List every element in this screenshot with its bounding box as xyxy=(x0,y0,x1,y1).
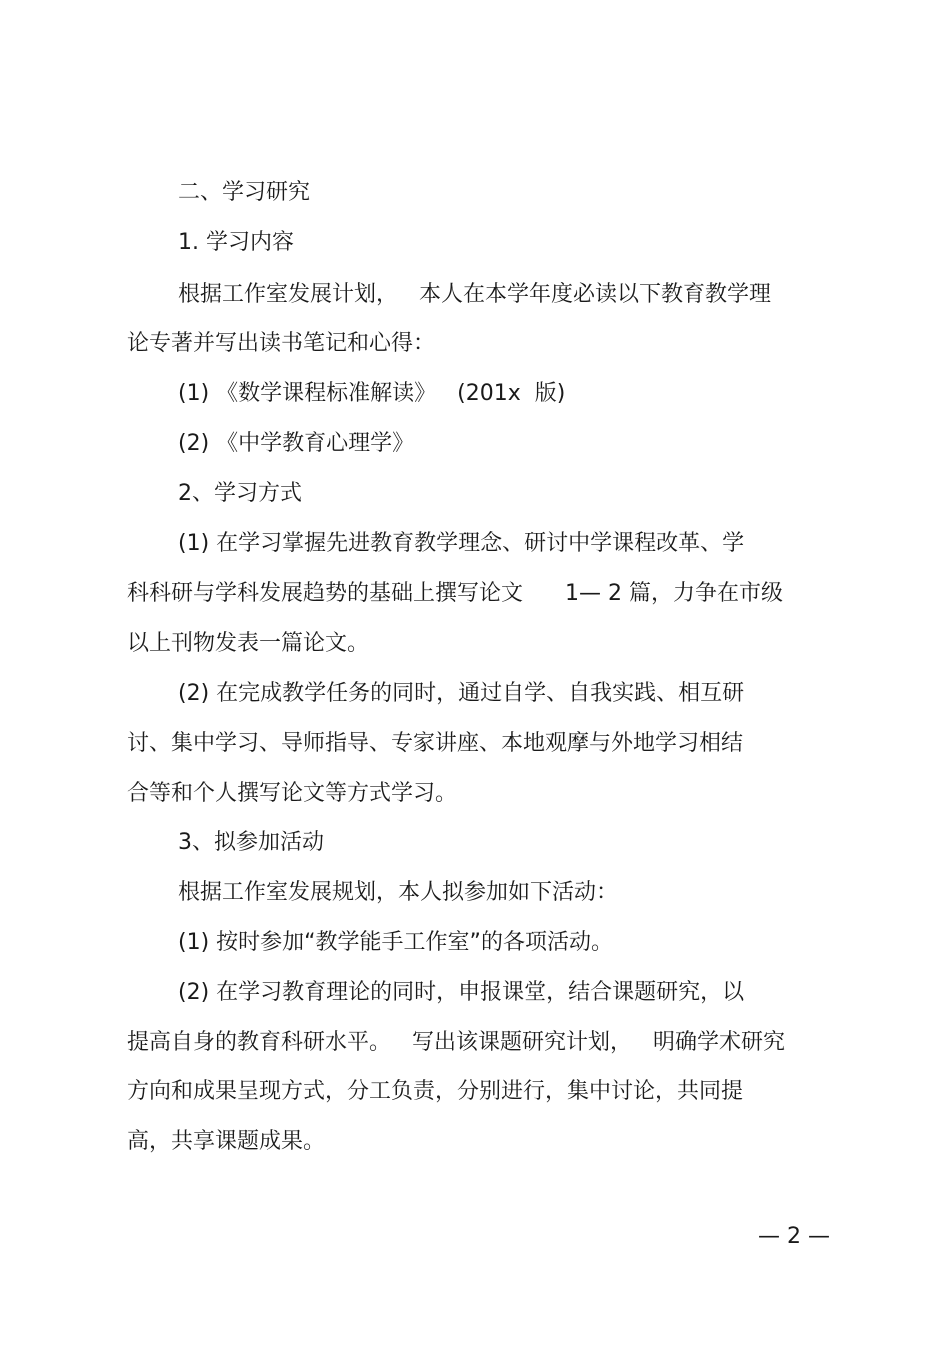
paragraph-line: (2) 在学习教育理论的同时，申报课堂，结合课题研究，以 xyxy=(178,980,745,1005)
page-number: — 2 — xyxy=(758,1224,830,1249)
paragraph-line: (1) 在学习掌握先进教育教学理念、研讨中学课程改革、学 xyxy=(178,531,745,556)
section-heading: 二、学习研究 xyxy=(178,180,311,205)
subsection-heading: 2、学习方式 xyxy=(178,481,302,506)
subsection-heading: 3、拟参加活动 xyxy=(178,830,324,855)
paragraph-line: 高，共享课题成果。 xyxy=(127,1129,326,1154)
paragraph-line: 科科研与学科发展趋势的基础上撰写论文 1— 2 篇，力争在市级 xyxy=(127,581,783,606)
list-item: (1) 《数学课程标准解读》 (201x 版) xyxy=(178,381,566,406)
paragraph-line: 论专著并写出读书笔记和心得： xyxy=(127,331,436,356)
paragraph-line: 合等和个人撰写论文等方式学习。 xyxy=(127,781,458,806)
paragraph-line: 以上刊物发表一篇论文。 xyxy=(127,631,370,656)
paragraph-line: (2) 在完成教学任务的同时，通过自学、自我实践、相互研 xyxy=(178,681,745,706)
paragraph-line: 讨、集中学习、导师指导、专家讲座、本地观摩与外地学习相结 xyxy=(127,731,744,756)
list-item: (1) 按时参加“教学能手工作室”的各项活动。 xyxy=(178,930,613,955)
paragraph-line: 根据工作室发展规划，本人拟参加如下活动： xyxy=(178,880,619,905)
list-item: (2) 《中学教育心理学》 xyxy=(178,431,415,456)
paragraph-line: 方向和成果呈现方式，分工负责，分别进行，集中讨论，共同提 xyxy=(127,1079,744,1104)
paragraph-line: 根据工作室发展计划， 本人在本学年度必读以下教育教学理 xyxy=(178,282,771,307)
paragraph-line: 提高自身的教育科研水平。 写出该课题研究计划， 明确学术研究 xyxy=(127,1030,785,1055)
subsection-heading: 1. 学习内容 xyxy=(178,230,294,255)
